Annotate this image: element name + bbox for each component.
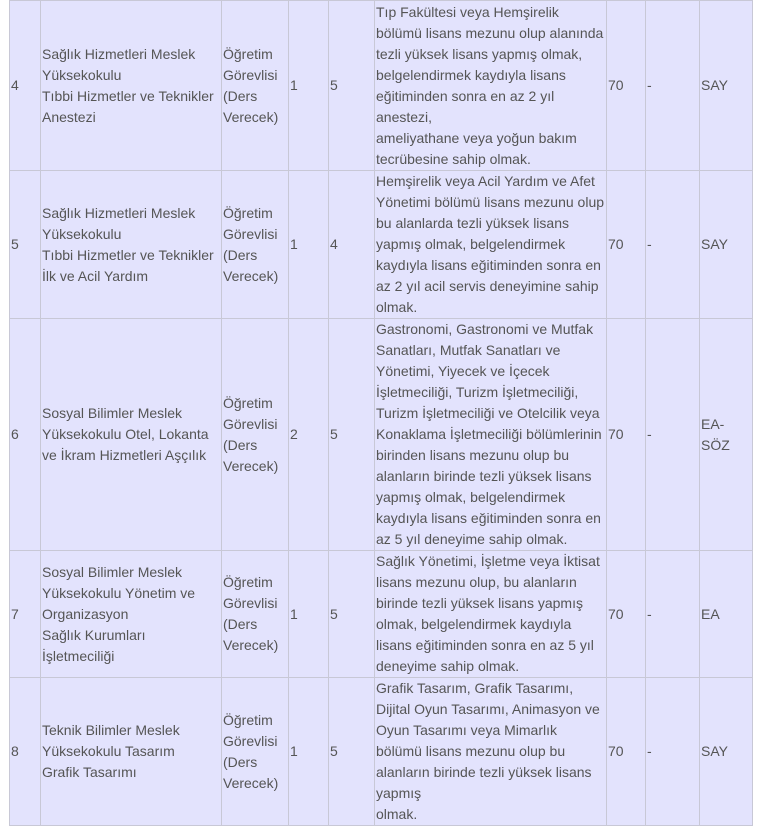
requirements-cell: [375, 1, 607, 171]
unit-line: Sağlık Hizmetleri Meslek: [42, 45, 196, 62]
requirements-line: bölümü lisans mezunu olup bu: [376, 743, 566, 759]
position-title-line: Verecek): [223, 267, 279, 284]
requirements-line: yapmış: [376, 785, 422, 801]
requirements-line: birinden lisans mezunu olup bu: [376, 447, 570, 463]
vacancy-count-cell: 1: [289, 171, 329, 319]
ales-score-cell: 70: [607, 1, 646, 171]
position-title-line: Öğretim: [223, 574, 273, 590]
grade-cell: 5: [329, 1, 375, 171]
unit-line: Yüksekokulu Otel, Lokanta: [42, 426, 209, 442]
position-title-line: (Ders: [223, 436, 258, 453]
table-row: [10, 1, 753, 171]
ales-score-cell: 70: [607, 551, 646, 678]
position-title-line: Öğretim: [223, 711, 273, 728]
ales-score-cell: 70: [607, 319, 646, 551]
language-score-cell: -: [646, 171, 700, 319]
requirements-line: yapmış olmak, belgelendirmek: [376, 236, 566, 252]
score-type-cell: SAY: [700, 1, 753, 171]
unit-line: Tıbbi Hizmetler ve Teknikler: [42, 87, 214, 104]
row-number-cell: 6: [10, 319, 41, 551]
language-score-cell: -: [646, 678, 700, 826]
ales-score-cell: 70: [607, 678, 646, 826]
requirements-line: bölümü lisans mezunu olup alanında: [376, 24, 604, 41]
vacancy-count-cell: 1: [289, 1, 329, 171]
row-number-cell: 7: [10, 551, 41, 678]
score-type-cell: [700, 319, 753, 551]
position-title-line: (Ders: [223, 616, 258, 632]
requirements-line: ameliyathane veya yoğun bakım: [376, 129, 577, 146]
position-title-line: Görevlisi: [223, 732, 278, 749]
position-title-line: (Ders: [223, 87, 258, 104]
position-title-line: Verecek): [223, 108, 279, 125]
requirements-line: kaydıyla lisans eğitiminden sonra en: [376, 510, 601, 526]
requirements-line: yapmış olmak, belgelendirmek: [376, 489, 566, 505]
requirements-line: olmak.: [376, 299, 418, 315]
score-type-line: EA-: [701, 415, 725, 432]
requirements-line: eğitiminden sonra en az 2 yıl: [376, 87, 555, 104]
requirements-line: Yönetimi bölümü lisans mezunu olup: [376, 194, 605, 210]
unit-line: ve İkram Hizmetleri Aşçılık: [42, 447, 207, 463]
unit-line: Sağlık Hizmetleri Meslek: [42, 204, 196, 221]
vacancy-count-cell: 2: [289, 319, 329, 551]
position-title-line: Verecek): [223, 774, 279, 791]
position-title-line: Görevlisi: [223, 66, 278, 83]
score-type-cell: SAY: [700, 678, 753, 826]
requirements-cell: [375, 551, 607, 678]
position-title-cell: [222, 678, 289, 826]
requirements-line: anestezi,: [376, 108, 433, 125]
unit-line: Sosyal Bilimler Meslek: [42, 405, 183, 421]
unit-line: Organizasyon: [42, 605, 129, 622]
requirements-line: Konaklama İşletmeciliği bölümlerinin: [376, 426, 602, 442]
position-title-line: Görevlisi: [223, 225, 278, 242]
requirements-line: Oyun Tasarımı veya Mimarlık: [376, 722, 558, 738]
position-title-line: Verecek): [223, 457, 279, 474]
requirements-line: bu alanlarda tezli yüksek lisans: [376, 215, 569, 231]
vacancy-count-cell: 1: [289, 551, 329, 678]
table-row: [10, 551, 753, 678]
unit-line: Anestezi: [42, 108, 96, 125]
requirements-line: Yönetimi, Yiyecek ve İçecek: [376, 363, 550, 379]
position-title-line: Görevlisi: [223, 415, 278, 432]
table-row: [10, 171, 753, 319]
requirements-line: tecrübesine sahip olmak.: [376, 150, 531, 167]
requirements-line: Turizm İşletmeciliği ve Otelcilik veya: [376, 405, 600, 421]
unit-line: Grafik Tasarımı: [42, 764, 137, 780]
requirements-line: lisans mezunu olup, bu alanların: [376, 574, 577, 590]
unit-cell: [41, 171, 222, 319]
language-score-cell: -: [646, 319, 700, 551]
unit-line: Teknik Bilimler Meslek: [42, 722, 180, 738]
position-title-line: Görevlisi: [223, 595, 278, 611]
unit-line: İlk ve Acil Yardım: [42, 267, 149, 284]
requirements-line: olmak.: [376, 806, 418, 822]
requirements-line: az 5 yıl deneyime sahip olmak.: [376, 531, 568, 547]
requirements-line: Hemşirelik veya Acil Yardım ve Afet: [376, 173, 595, 189]
position-title-line: Öğretim: [223, 204, 273, 221]
table-row: [10, 678, 753, 826]
requirements-line: Gastronomi, Gastronomi ve Mutfak: [376, 321, 594, 337]
requirements-line: olmak, belgelendirmek kaydıyla: [376, 616, 572, 632]
unit-cell: [41, 1, 222, 171]
vacancy-count-cell: 1: [289, 678, 329, 826]
job-listing-table: [9, 0, 753, 826]
requirements-cell: [375, 678, 607, 826]
grade-cell: 5: [329, 551, 375, 678]
unit-line: Yüksekokulu Yönetim ve: [42, 584, 196, 601]
unit-line: Tıbbi Hizmetler ve Teknikler: [42, 246, 214, 263]
position-title-cell: [222, 1, 289, 171]
unit-line: Sağlık Kurumları İşletmeciliği: [42, 626, 146, 664]
requirements-line: az 2 yıl acil servis deneyimine sahip: [376, 278, 599, 294]
unit-line: Yüksekokulu: [42, 225, 122, 242]
row-number-cell: 4: [10, 1, 41, 171]
requirements-line: lisans eğitiminden sonra en az 5 yıl: [376, 637, 594, 653]
requirements-line: Grafik Tasarım, Grafik Tasarımı,: [376, 680, 574, 696]
requirements-cell: [375, 171, 607, 319]
row-number-cell: 5: [10, 171, 41, 319]
position-title-cell: [222, 551, 289, 678]
score-type-cell: EA: [700, 551, 753, 678]
score-type-cell: SAY: [700, 171, 753, 319]
requirements-line: alanların birinde tezli yüksek lisans: [376, 468, 592, 484]
position-title-line: (Ders: [223, 753, 258, 770]
requirements-line: birinde tezli yüksek lisans yapmış: [376, 595, 583, 611]
requirements-line: tezli yüksek lisans yapmış olmak,: [376, 45, 583, 62]
grade-cell: 5: [329, 319, 375, 551]
position-title-line: (Ders: [223, 246, 258, 263]
requirements-line: İşletmeciliği, Turizm İşletmeciliği,: [376, 384, 579, 400]
unit-line: Yüksekokulu: [42, 66, 122, 83]
position-title-line: Öğretim: [223, 45, 273, 62]
row-number-cell: 8: [10, 678, 41, 826]
requirements-line: Sağlık Yönetimi, İşletme veya İktisat: [376, 553, 600, 569]
table-row: [10, 319, 753, 551]
position-title-cell: [222, 171, 289, 319]
score-type-line: SÖZ: [701, 436, 730, 453]
requirements-line: deneyime sahip olmak.: [376, 658, 520, 674]
position-title-line: Verecek): [223, 637, 279, 653]
requirements-line: Sanatları, Mutfak Sanatları ve: [376, 342, 561, 358]
unit-cell: [41, 678, 222, 826]
position-title-cell: [222, 319, 289, 551]
requirements-line: belgelendirmek kaydıyla lisans: [376, 66, 566, 83]
unit-line: Sosyal Bilimler Meslek: [42, 563, 183, 580]
grade-cell: 5: [329, 678, 375, 826]
unit-cell: [41, 551, 222, 678]
requirements-line: alanların birinde tezli yüksek lisans: [376, 764, 592, 780]
grade-cell: 4: [329, 171, 375, 319]
unit-cell: [41, 319, 222, 551]
ales-score-cell: 70: [607, 171, 646, 319]
requirements-cell: [375, 319, 607, 551]
requirements-line: Dijital Oyun Tasarımı, Animasyon ve: [376, 701, 600, 717]
requirements-line: Tıp Fakültesi veya Hemşirelik: [376, 3, 559, 20]
unit-line: Yüksekokulu Tasarım: [42, 743, 175, 759]
language-score-cell: -: [646, 1, 700, 171]
position-title-line: Öğretim: [223, 394, 273, 411]
language-score-cell: -: [646, 551, 700, 678]
requirements-line: kaydıyla lisans eğitiminden sonra en: [376, 257, 601, 273]
